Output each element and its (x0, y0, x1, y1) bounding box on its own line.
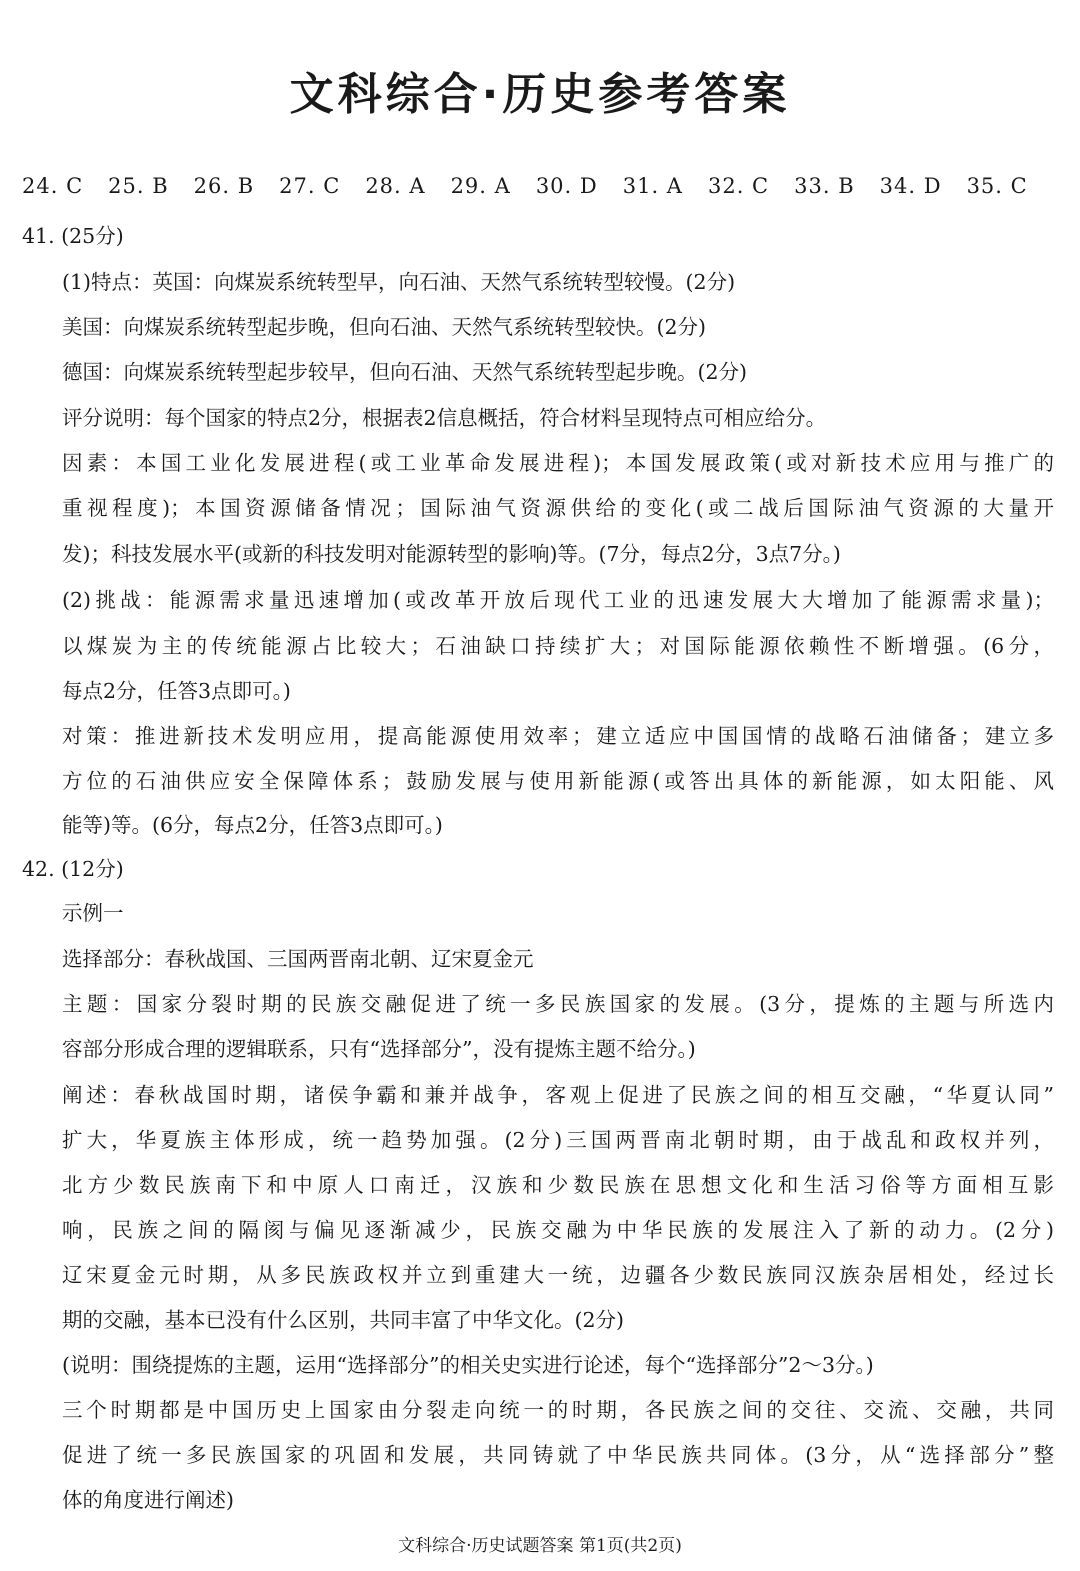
q42-heading: 42. (12分) (22, 857, 124, 881)
q41-heading: 41. (25分) (22, 224, 124, 248)
q42-line: 扩大，华夏族主体形成，统一趋势加强。(2分)三国两晋南北朝时期，由于战乱和政权并列， (62, 1128, 1054, 1152)
q42-line: (说明：围绕提炼的主题，运用“选择部分”的相关史实进行论述，每个“选择部分”2～3分。) (62, 1353, 874, 1377)
q41-line: 方位的石油供应安全保障体系；鼓励发展与使用新能源(或答出具体的新能源，如太阳能、风 (62, 769, 1054, 793)
q42-line: 示例一 (62, 901, 124, 925)
q42-line: 期的交融，基本已没有什么区别，共同丰富了中华文化。(2分) (62, 1308, 625, 1332)
q42-line: 响，民族之间的隔阂与偏见逐渐减少，民族交融为中华民族的发展注入了新的动力。(2分) (62, 1218, 1054, 1242)
choice-answer-28: 28. A (365, 174, 426, 198)
choice-answer-32: 32. C (707, 174, 770, 198)
choice-answer-24: 24. C (22, 174, 84, 198)
q41-line: 评分说明：每个国家的特点2分，根据表2信息概括，符合材料呈现特点可相应给分。 (62, 406, 827, 430)
choice-answers-row (22, 174, 1062, 198)
choice-answer-29: 29. A (450, 174, 511, 198)
choice-answer-33: 33. B (794, 174, 855, 198)
choice-answer-30: 30. D (535, 174, 598, 198)
q41-line: (2)挑战：能源需求量迅速增加(或改革开放后现代工业的迅速发展大大增加了能源需求量)； (62, 588, 1054, 612)
q42-line: 阐述：春秋战国时期，诸侯争霸和兼并战争，客观上促进了民族之间的相互交融，“华夏认同” (62, 1083, 1054, 1107)
choice-answer-26: 26. B (193, 174, 255, 198)
choice-answer-27: 27. C (279, 174, 341, 198)
choice-answer-34: 34. D (879, 174, 942, 198)
q41-line: 重视程度)；本国资源储备情况；国际油气资源供给的变化(或二战后国际油气资源的大量开 (62, 496, 1054, 520)
page-footer: 文科综合·历史试题答案 第1页(共2页) (398, 1536, 682, 1556)
q42-line: 主题：国家分裂时期的民族交融促进了统一多民族国家的发展。(3分，提炼的主题与所选内 (62, 992, 1054, 1016)
q42-line: 北方少数民族南下和中原人口南迁，汉族和少数民族在思想文化和生活习俗等方面相互影 (62, 1173, 1054, 1197)
q41-line: (1)特点：英国：向煤炭系统转型早，向石油、天然气系统转型较慢。(2分) (62, 270, 736, 294)
q42-line: 选择部分：春秋战国、三国两晋南北朝、辽宋夏金元 (62, 947, 534, 971)
q41-line: 美国：向煤炭系统转型起步晚，但向石油、天然气系统转型较快。(2分) (62, 315, 707, 339)
q41-line: 以煤炭为主的传统能源占比较大；石油缺口持续扩大；对国际能源依赖性不断增强。(6分， (62, 634, 1054, 658)
q41-line: 能等)等。(6分，每点2分，任答3点即可。) (62, 813, 443, 837)
q41-line: 德国：向煤炭系统转型起步较早，但向石油、天然气系统转型起步晚。(2分) (62, 360, 748, 384)
q42-line: 三个时期都是中国历史上国家由分裂走向统一的时期，各民族之间的交往、交流、交融，共同 (62, 1398, 1054, 1422)
q41-line: 每点2分，任答3点即可。) (62, 679, 291, 703)
q41-line: 发)；科技发展水平(或新的科技发明对能源转型的影响)等。(7分，每点2分，3点7分。) (62, 542, 841, 566)
choice-answer-25: 25. B (108, 174, 169, 198)
q42-line: 辽宋夏金元时期，从多民族政权并立到重建大一统，边疆各少数民族同汉族杂居相处，经过长 (62, 1263, 1054, 1287)
choice-answer-31: 31. A (622, 174, 683, 198)
page-title: 文科综合·历史参考答案 (289, 69, 791, 120)
q41-line: 因素：本国工业化发展进程(或工业革命发展进程)；本国发展政策(或对新技术应用与推广的 (62, 451, 1054, 475)
q42-line: 促进了统一多民族国家的巩固和发展，共同铸就了中华民族共同体。(3分，从“选择部分”整 (62, 1443, 1054, 1467)
q41-line: 对策：推进新技术发明应用，提高能源使用效率；建立适应中国国情的战略石油储备；建立多 (62, 724, 1054, 748)
choice-answer-35: 35. C (966, 174, 1028, 198)
q42-line: 体的角度进行阐述) (62, 1488, 234, 1512)
q42-line: 容部分形成合理的逻辑联系，只有“选择部分”，没有提炼主题不给分。) (62, 1037, 696, 1061)
